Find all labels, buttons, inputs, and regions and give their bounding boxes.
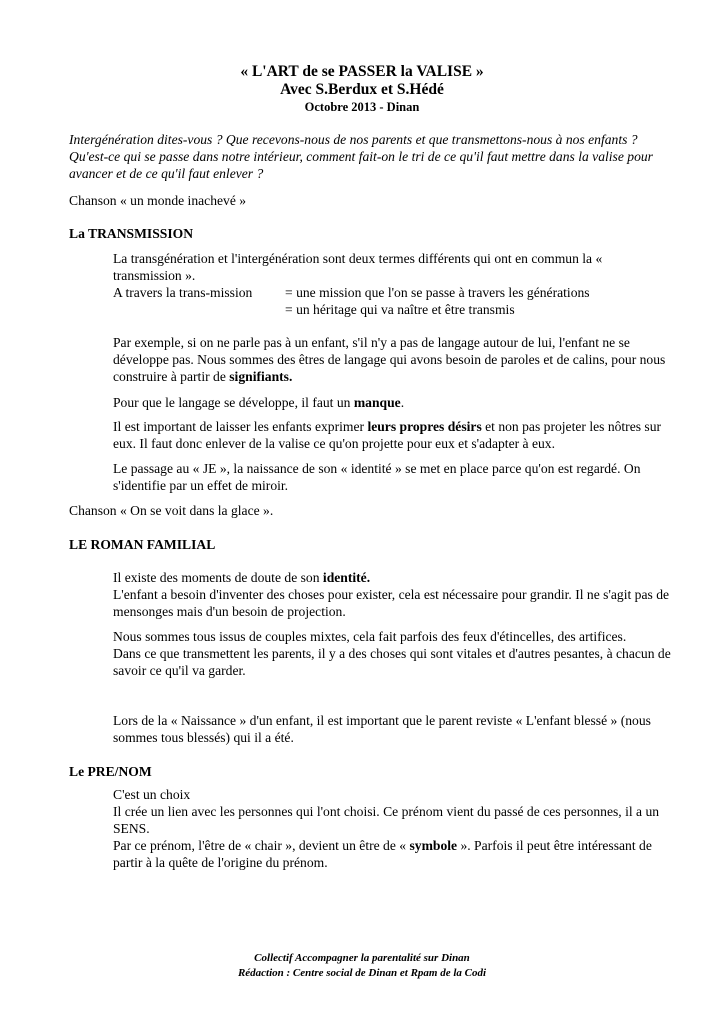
- section-heading-prenom: Le PRE/NOM: [69, 764, 152, 779]
- document-date: Octobre 2013 - Dinan: [304, 100, 420, 114]
- transmission-paragraph-4: Il est important de laisser les enfants exprimer leurs propres désirs et non pas projeter les nôtres sur eux. Il faut donc enlever de la valise ce qu'on projette pour eux et s'adapter à eux.: [113, 419, 662, 451]
- bold-identite: identité.: [322, 570, 371, 585]
- document-title: « L'ART de se PASSER la VALISE »: [240, 63, 484, 80]
- document-subtitle: Avec S.Berdux et S.Hédé: [280, 81, 444, 98]
- transmission-paragraph-2: Par exemple, si on ne parle pas à un enfant, s'il n'y a pas de langage autour de lui, l'enfant ne se développe pas. Nous sommes des êtres de langage qui avons besoin de paroles et de calins, pour nous construire à partir de signifiants.: [113, 335, 666, 384]
- song-line-1: Chanson « un monde inachevé »: [69, 193, 247, 208]
- bold-manque: manque: [353, 395, 401, 410]
- footer-line-1: Collectif Accompagner la parentalité sur Dinan: [254, 952, 470, 964]
- transmission-paragraph-5: Le passage au « JE », la naissance de son « identité » se met en place parce qu'on est regardé. On s'identifie par un effet de miroir.: [113, 461, 641, 493]
- section-heading-transmission: La TRANSMISSION: [69, 226, 194, 241]
- transmission-paragraph-1: La transgénération et l'intergénération sont deux termes différents qui ont en commun la « transmission ».: [113, 251, 603, 283]
- bold-signifiants: signifiants.: [229, 369, 293, 384]
- trans-mission-definition: [113, 284, 673, 318]
- song-line-2: Chanson « On se voit dans la glace ».: [69, 503, 274, 518]
- bold-symbole: symbole: [409, 838, 458, 853]
- trans-mission-label: A travers la trans-mission: [113, 285, 253, 300]
- roman-paragraph-2: Nous sommes tous issus de couples mixtes, cela fait parfois des feux d'étincelles, des artifices. Dans ce que transmettent les parents, il y a des choses qui sont vitales et d'autres pesantes, à chacun de savoir ce qu'il va garder.: [113, 629, 671, 678]
- bold-desirs: leurs propres désirs: [367, 419, 482, 434]
- intro-paragraph: Intergénération dites-vous ? Que recevons-nous de nos parents et que transmettons-nous à nos enfants ? Qu'est-ce qui se passe dans notre intérieur, comment fait-on le tri de ce qu'il faut mettre dans la valise pour avancer et de ce qu'il faut enlever ?: [69, 132, 653, 181]
- trans-mission-definition-1: = une mission que l'on se passe à travers les générations: [285, 285, 590, 300]
- transmission-paragraph-3: Pour que le langage se développe, il faut un manque.: [113, 395, 405, 410]
- roman-paragraph-1: Il existe des moments de doute de son identité. L'enfant a besoin d'inventer des choses pour exister, cela est nécessaire pour grandir. Il ne s'agit pas de mensonges mais d'un besoin de projection.: [113, 570, 670, 619]
- section-heading-roman: LE ROMAN FAMILIAL: [69, 537, 216, 552]
- roman-paragraph-4: Lors de la « Naissance » d'un enfant, il est important que le parent reviste « L'enfant blessé » (nous sommes tous blessés) qui il a été.: [113, 713, 651, 745]
- footer-line-2: Rédaction : Centre social de Dinan et Rpam de la Codi: [237, 967, 487, 979]
- trans-mission-definition-2: = un héritage qui va naître et être transmis: [285, 302, 515, 317]
- prenom-paragraph: C'est un choix Il crée un lien avec les personnes qui l'ont choisi. Ce prénom vient du passé de ces personnes, il a un SENS. Par ce prénom, l'être de « chair », devient un être de « symbole ». Parfois il peut être intéressant de partir à la quête de l'origine du prénom.: [113, 787, 660, 870]
